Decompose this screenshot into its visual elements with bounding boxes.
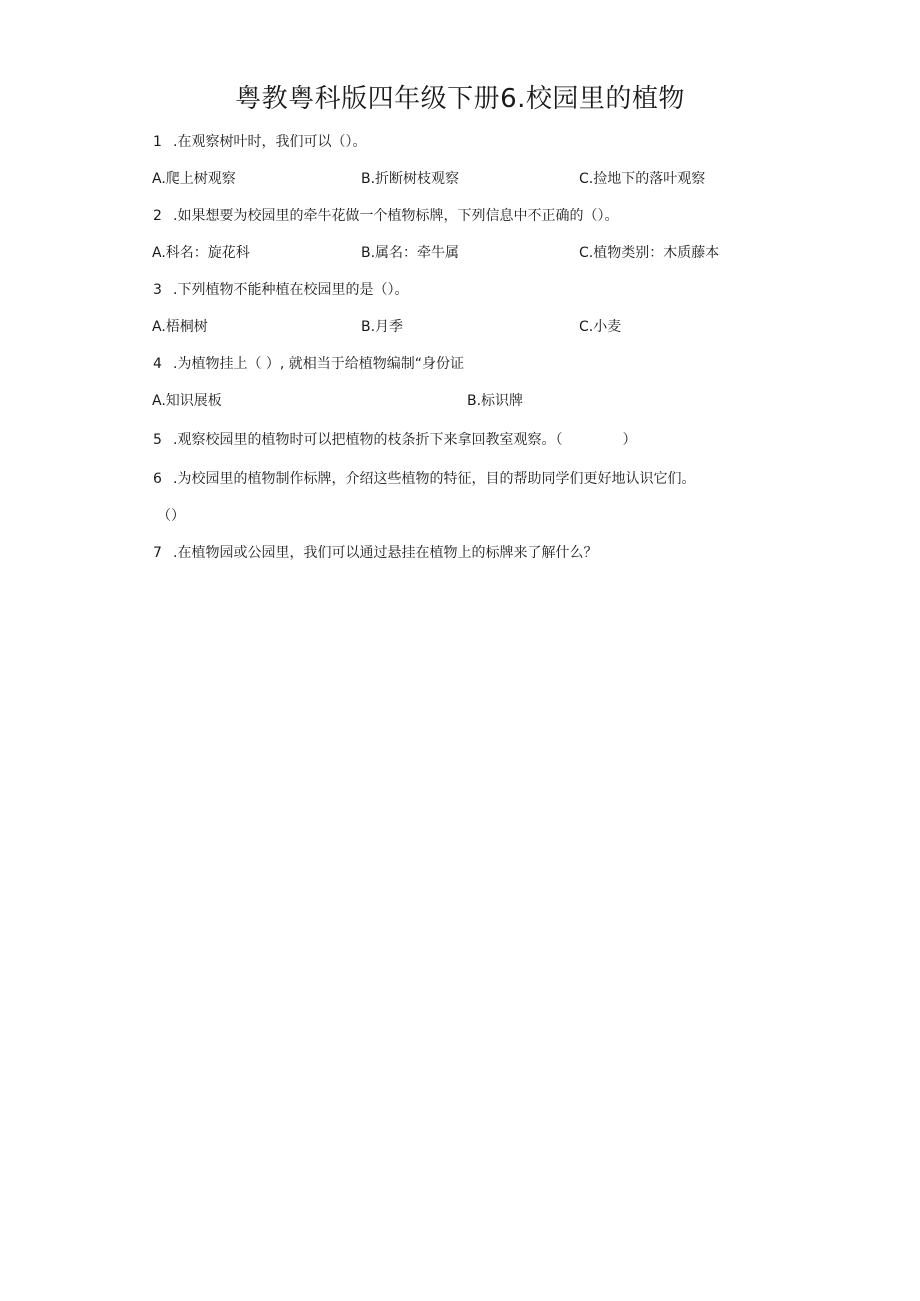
option-2c: C.植物类别：木质藤本 xyxy=(579,245,720,261)
question-7 xyxy=(153,543,597,563)
question-number: 2 xyxy=(153,208,162,224)
question-2 xyxy=(153,206,618,226)
question-6 xyxy=(153,469,695,489)
option-2b: B.属名：牵牛属 xyxy=(361,245,460,261)
option-1c: C.捡地下的落叶观察 xyxy=(579,171,706,187)
question-text: .为校园里的植物制作标牌，介绍这些植物的特征，目的帮助同学们更好地认识它们。 xyxy=(173,471,696,487)
question-5 xyxy=(153,430,636,450)
option-4b: B.标识牌 xyxy=(467,393,524,409)
question-3 xyxy=(153,280,408,300)
page-title: 粤教粤科版四年级下册6.校园里的植物 xyxy=(235,84,685,114)
option-3b: B.月季 xyxy=(361,319,404,335)
question-1 xyxy=(153,132,366,152)
option-1b: B.折断树枝观察 xyxy=(361,171,460,187)
question-text: .观察校园里的植物时可以把植物的枝条折下来拿回教室观察。（ xyxy=(173,432,563,448)
question-text: .如果想要为校园里的牵牛花做一个植物标牌，下列信息中不正确的（）。 xyxy=(173,208,619,224)
question-text: .下列植物不能种植在校园里的是（）。 xyxy=(173,282,409,298)
question-number: 5 xyxy=(153,432,162,448)
question-text: .在植物园或公园里，我们可以通过悬挂在植物上的标牌来了解什么？ xyxy=(173,545,598,561)
option-3c: C.小麦 xyxy=(579,319,622,335)
question-6-answer-paren[interactable]: （） xyxy=(157,508,185,524)
question-number: 6 xyxy=(153,471,162,487)
question-text: .为植物挂上（ ）, 就相当于给植物编制“身份证 xyxy=(173,356,465,372)
option-3a: A.梧桐树 xyxy=(152,319,208,335)
question-number: 1 xyxy=(153,134,162,150)
option-4a: A.知识展板 xyxy=(152,393,222,409)
question-paren-close: ） xyxy=(622,432,637,448)
question-4 xyxy=(153,354,464,374)
question-number: 3 xyxy=(153,282,162,298)
option-1a: A.爬上树观察 xyxy=(152,171,236,187)
question-text: .在观察树叶时，我们可以（）。 xyxy=(173,134,367,150)
question-number: 7 xyxy=(153,545,162,561)
question-number: 4 xyxy=(153,356,162,372)
option-2a: A.科名：旋花科 xyxy=(152,245,250,261)
